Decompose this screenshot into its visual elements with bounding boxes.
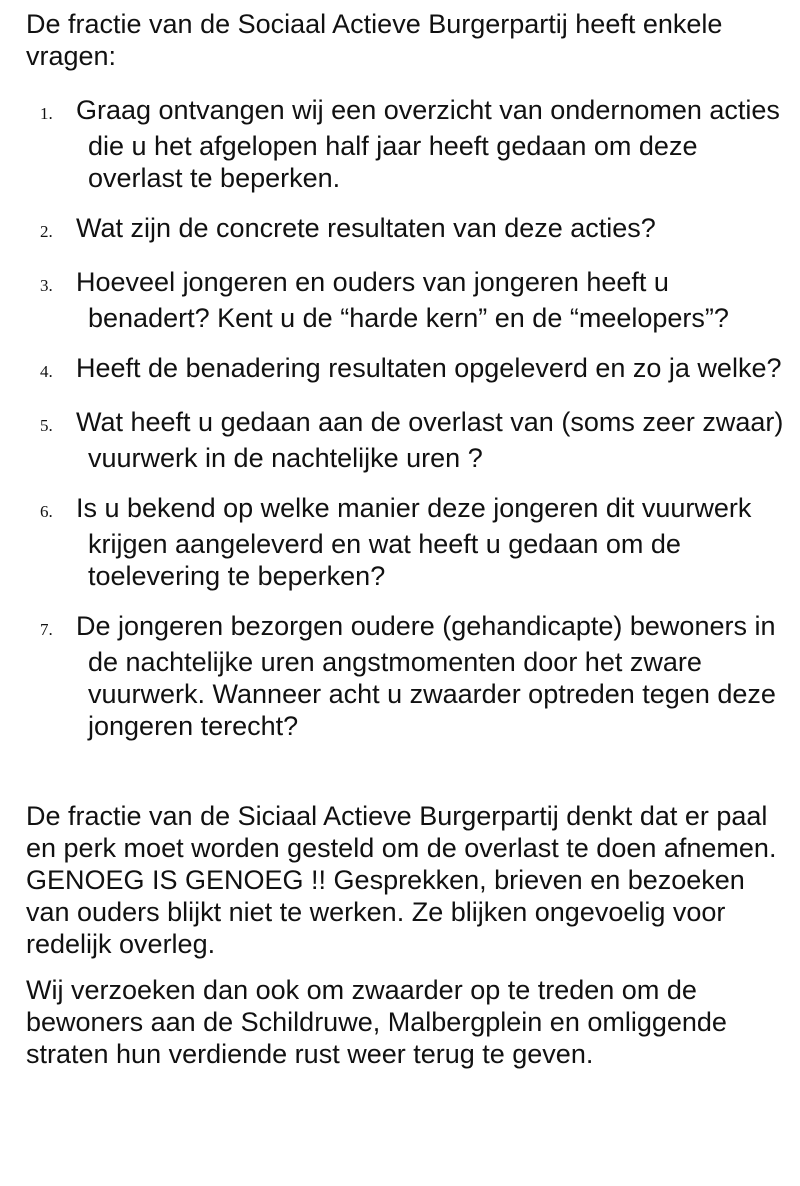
question-item: 4. Heeft de benadering resultaten opgeleverd en zo ja welke? bbox=[40, 353, 782, 383]
request-paragraph: Wij verzoeken dan ook om zwaarder op te treden om de bewoners aan de Schildruwe, Malbergplein en omliggende straten hun verdiende rust weer terug te geven. bbox=[26, 975, 727, 1069]
question-text: De jongeren bezorgen oudere (gehandicapte) bewoners in de nachtelijke uren angstmomenten door het zware vuurwerk. Wanneer acht u zwaarder optreden tegen deze jongeren terecht? bbox=[76, 611, 776, 741]
question-item: 5. Wat heeft u gedaan aan de overlast van (soms zeer zwaar) vuurwerk in de nachtelijke uren ? bbox=[40, 407, 784, 473]
question-text: Wat heeft u gedaan aan de overlast van (soms zeer zwaar) vuurwerk in de nachtelijke uren ? bbox=[76, 407, 784, 473]
question-item: 3. Hoeveel jongeren en ouders van jongeren heeft u benadert? Kent u de “harde kern” en de “meelopers”? bbox=[40, 267, 729, 333]
questions-list bbox=[26, 94, 786, 742]
conclusion-paragraph: De fractie van de Siciaal Actieve Burgerpartij denkt dat er paal en perk moet worden gesteld om de overlast te doen afnemen. GENOEG IS GENOEG !! Gesprekken, brieven en bezoeken van ouders blijkt niet te werken. Ze blijken ongevoelig voor redelijk overleg. bbox=[26, 801, 777, 959]
question-item: 7. De jongeren bezorgen oudere (gehandicapte) bewoners in de nachtelijke uren angstmomenten door het zware vuurwerk. Wanneer acht u zwaarder optreden tegen deze jongeren terecht? bbox=[40, 611, 776, 741]
intro-paragraph: De fractie van de Sociaal Actieve Burgerpartij heeft enkele vragen: bbox=[26, 9, 723, 71]
question-text: Is u bekend op welke manier deze jongeren dit vuurwerk krijgen aangeleverd en wat heeft u gedaan om de toelevering te beperken? bbox=[76, 493, 752, 591]
question-item: 1. Graag ontvangen wij een overzicht van ondernomen acties die u het afgelopen half jaar heeft gedaan om deze overlast te beperken. bbox=[40, 95, 780, 193]
question-text: Hoeveel jongeren en ouders van jongeren heeft u benadert? Kent u de “harde kern” en de “meelopers”? bbox=[76, 267, 729, 333]
question-item: 2. Wat zijn de concrete resultaten van deze acties? bbox=[40, 213, 656, 243]
question-text: Wat zijn de concrete resultaten van deze acties? bbox=[76, 213, 656, 243]
question-text: Heeft de benadering resultaten opgeleverd en zo ja welke? bbox=[76, 353, 782, 383]
question-text: Graag ontvangen wij een overzicht van ondernomen acties die u het afgelopen half jaar heeft gedaan om deze overlast te beperken. bbox=[76, 95, 780, 193]
document-page bbox=[26, 8, 786, 1070]
question-item: 6. Is u bekend op welke manier deze jongeren dit vuurwerk krijgen aangeleverd en wat heeft u gedaan om de toelevering te beperken? bbox=[40, 493, 752, 591]
